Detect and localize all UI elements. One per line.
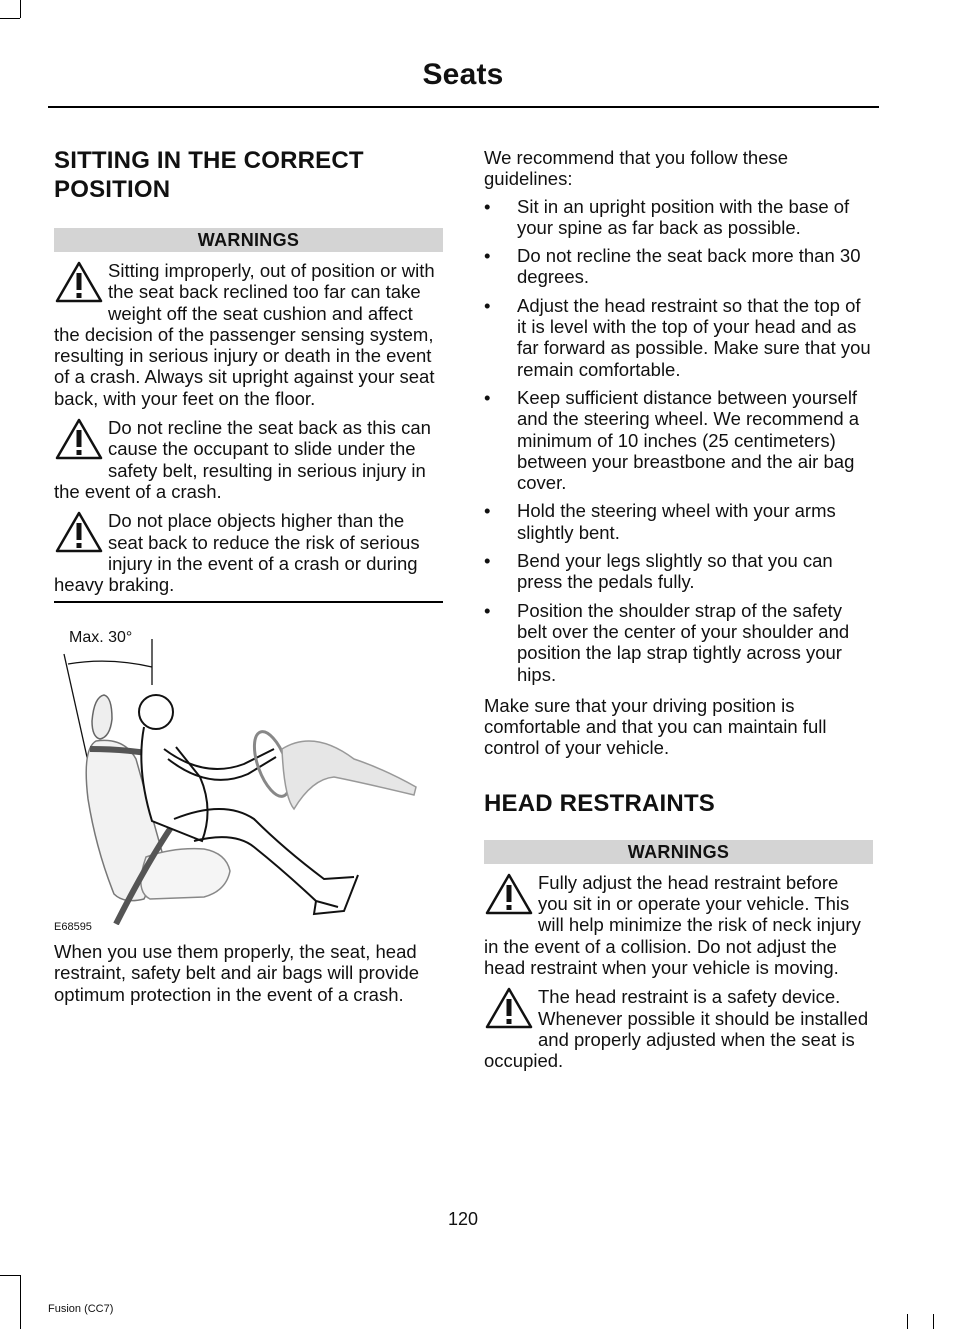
warning-item: Do not place objects higher than the seat back to reduce the risk of serious injury in the event of a crash or during heavy braking. — [54, 510, 420, 596]
list-item: • Sit in an upright position with the base of your spine as far back as possible. — [484, 195, 850, 238]
section-heading-sitting: SITTING IN THE CORRECT POSITION — [54, 147, 364, 203]
crop-mark — [907, 1314, 908, 1329]
left-column — [54, 146, 443, 1005]
warnings-label: WARNINGS — [484, 840, 873, 864]
warning-triangle-icon — [484, 986, 534, 1030]
figure-followup-paragraph: When you use them properly, the seat, head restraint, safety belt and air bags will provide optimum protection in the event of a crash. — [54, 940, 420, 1005]
crop-mark — [20, 0, 21, 18]
crop-mark — [0, 18, 20, 19]
guidelines-intro: We recommend that you follow these guidelines: — [484, 147, 789, 190]
section-heading-head-restraints: HEAD RESTRAINTS — [484, 789, 716, 817]
page-number: 120 — [447, 1209, 479, 1229]
warning-item: Sitting improperly, out of position or with the seat back reclined too far can take weight off the seat cushion and affect the decision of the passenger sensing system, resulting in serious injury or death in the event of a crash. Always sit upright against your seat back, with your feet on the floor. — [54, 260, 435, 409]
list-item: • Adjust the head restraint so that the top of it is level with the top of your head and as far forward as possible. Make sure that you remain comfortable. — [484, 294, 871, 380]
warning-triangle-icon — [54, 417, 104, 461]
warning-triangle-icon — [54, 260, 104, 304]
warning-triangle-icon — [484, 872, 534, 916]
right-column — [484, 147, 873, 1071]
max-angle-label: Max. 30° — [69, 628, 133, 646]
list-item: • Bend your legs slightly so that you can press the pedals fully. — [484, 550, 833, 593]
page-title: Seats — [422, 58, 504, 91]
crop-mark — [20, 1275, 21, 1329]
seating-position-illustration — [54, 609, 443, 933]
guidelines-list — [484, 196, 873, 685]
list-item: • Position the shoulder strap of the safety belt over the center of your shoulder and position the lap strap tightly across your hips. — [484, 599, 850, 685]
warning-item: The head restraint is a safety device. Whenever possible it should be installed and properly adjusted when the seat is occupied. — [484, 986, 869, 1072]
list-item: • Do not recline the seat back more than 30 degrees. — [484, 245, 861, 288]
footer-model: Fusion (CC7) — [48, 1303, 114, 1315]
list-item: • Hold the steering wheel with your arms slightly bent. — [484, 500, 836, 543]
driver-seating-diagram — [54, 609, 443, 925]
warnings-label: WARNINGS — [54, 228, 443, 252]
warning-item: Do not recline the seat back as this can cause the occupant to slide under the safety belt, resulting in serious injury in the event of a crash. — [54, 417, 431, 502]
crop-mark — [0, 1275, 20, 1276]
list-item: • Keep sufficient distance between yourself and the steering wheel. We recommend a minimum of 10 inches (25 centimeters) between your breastbone and the air bag cover. — [484, 386, 860, 494]
warnings-end-rule — [54, 601, 443, 603]
figure-code: E68595 — [54, 920, 92, 933]
closing-paragraph: Make sure that your driving position is comfortable and that you can maintain full control of your vehicle. — [484, 694, 827, 759]
warning-item: Fully adjust the head restraint before you sit in or operate your vehicle. This will help minimize the risk of neck injury in the event of a collision. Do not adjust the head restraint when your vehicle is moving. — [484, 871, 861, 978]
header-divider — [48, 106, 879, 108]
warning-triangle-icon — [54, 510, 104, 554]
crop-mark — [933, 1314, 934, 1329]
